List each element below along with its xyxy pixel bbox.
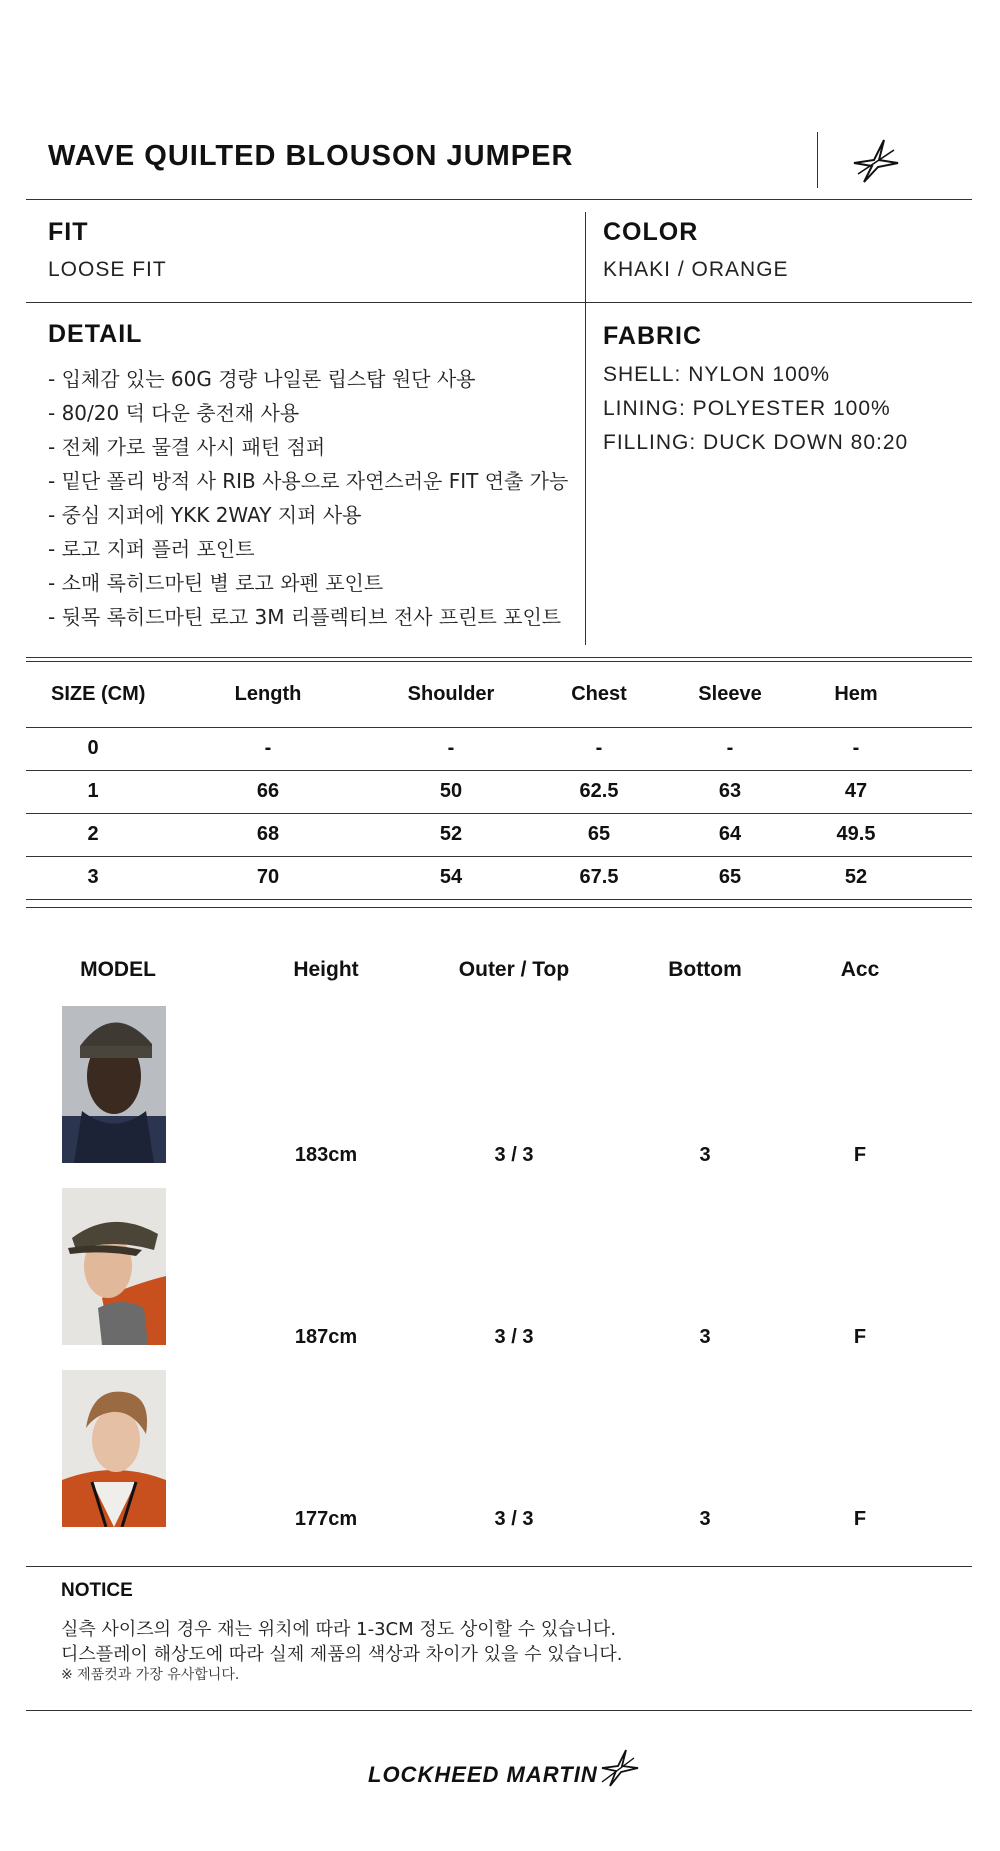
table-cell: 68 [160, 813, 376, 856]
header-divider [817, 132, 818, 188]
fit-value: LOOSE FIT [48, 258, 167, 281]
size-header: SIZE (CM) [26, 663, 160, 727]
detail-item: - 80/20 덕 다운 충전재 사용 [48, 401, 300, 425]
fabric-item: FILLING: DUCK DOWN 80:20 [603, 431, 909, 454]
table-cell: 2 [26, 813, 160, 856]
table-cell: 66 [160, 770, 376, 813]
size-table-bottom-rule [26, 907, 972, 908]
brand-star-icon [598, 1748, 640, 1790]
table-cell: 64 [672, 813, 788, 856]
table-cell: - [672, 727, 788, 770]
table-cell: - [376, 727, 526, 770]
detail-item: - 밑단 폴리 방적 사 RIB 사용으로 자연스러운 FIT 연출 가능 [48, 469, 569, 493]
product-title: WAVE QUILTED BLOUSON JUMPER [48, 140, 574, 172]
model-bottom: 3 [699, 1144, 711, 1166]
table-cell: 52 [376, 813, 526, 856]
length-header: Length [160, 663, 376, 727]
detail-list [48, 362, 568, 634]
model-photo-3 [62, 1370, 166, 1527]
table-cell: 65 [672, 856, 788, 899]
table-cell: 3 [26, 856, 160, 899]
detail-item: - 소매 록히드마틴 별 로고 와펜 포인트 [48, 571, 384, 595]
table-cell: 54 [376, 856, 526, 899]
table-cell: 70 [160, 856, 376, 899]
notice-footnote: ※ 제품컷과 가장 유사합니다. [61, 1667, 240, 1683]
height-header: Height [293, 958, 359, 981]
table-cell: 67.5 [526, 856, 672, 899]
chest-header: Chest [526, 663, 672, 727]
model-photo-1 [62, 1006, 166, 1163]
model-outer-top: 3 / 3 [494, 1326, 534, 1348]
fabric-item: SHELL: NYLON 100% [603, 363, 831, 386]
size-table [26, 663, 972, 900]
table-cell: 1 [26, 770, 160, 813]
table-cell: - [160, 727, 376, 770]
model-outer-top: 3 / 3 [494, 1508, 534, 1530]
model-height: 187cm [294, 1326, 358, 1348]
fit-color-divider [585, 212, 586, 302]
model-bottom: 3 [699, 1326, 711, 1348]
bottom-header: Bottom [668, 958, 742, 981]
model-outer-top: 3 / 3 [494, 1144, 534, 1166]
sleeve-header: Sleeve [672, 663, 788, 727]
shoulder-header: Shoulder [376, 663, 526, 727]
table-cell: 65 [526, 813, 672, 856]
detail-fabric-divider [585, 302, 586, 645]
model-bottom: 3 [699, 1508, 711, 1530]
table-cell: 52 [788, 856, 924, 899]
model-header: MODEL [80, 958, 156, 981]
table-cell: 47 [788, 770, 924, 813]
table-row [26, 770, 972, 813]
fit-label: FIT [48, 218, 89, 246]
size-table-header [26, 663, 972, 727]
notice-line: 디스플레이 해상도에 따라 실제 제품의 색상과 차이가 있을 수 있습니다. [61, 1644, 623, 1665]
table-cell: 0 [26, 727, 160, 770]
model-acc: F [853, 1326, 867, 1348]
notice-line: 실측 사이즈의 경우 재는 위치에 따라 1-3CM 정도 상이할 수 있습니다. [61, 1619, 617, 1640]
table-cell: 62.5 [526, 770, 672, 813]
fit-rule [26, 302, 972, 303]
detail-item: - 전체 가로 물결 사시 패턴 점퍼 [48, 435, 326, 459]
table-cell: - [788, 727, 924, 770]
notice-bottom-rule [26, 1710, 972, 1711]
table-row [26, 727, 972, 770]
color-value: KHAKI / ORANGE [603, 258, 789, 281]
model-height: 183cm [294, 1144, 358, 1166]
model-photo-2 [62, 1188, 166, 1345]
detail-label: DETAIL [48, 320, 143, 348]
color-label: COLOR [603, 218, 699, 246]
notice-title: NOTICE [61, 1580, 133, 1601]
hem-header: Hem [788, 663, 924, 727]
table-row [26, 813, 972, 856]
table-cell: 49.5 [788, 813, 924, 856]
star-logo-icon [850, 138, 902, 184]
title-rule [26, 199, 972, 200]
table-cell: 63 [672, 770, 788, 813]
fabric-list [603, 358, 908, 460]
fabric-label: FABRIC [603, 322, 703, 350]
outer-top-header: Outer / Top [458, 958, 570, 981]
detail-item: - 뒷목 록히드마틴 로고 3M 리플렉티브 전사 프린트 포인트 [48, 605, 562, 629]
model-acc: F [853, 1144, 867, 1166]
model-acc: F [853, 1508, 867, 1530]
detail-item: - 중심 지퍼에 YKK 2WAY 지퍼 사용 [48, 503, 362, 527]
table-row [26, 856, 972, 899]
brand-wordmark: LOCKHEED MARTIN [368, 1762, 598, 1787]
fabric-item: LINING: POLYESTER 100% [603, 397, 891, 420]
detail-item: - 로고 지퍼 플러 포인트 [48, 537, 255, 561]
size-table-top-rule [26, 657, 972, 658]
size-table-top-rule-2 [26, 661, 972, 662]
notice-top-rule [26, 1566, 972, 1567]
model-height: 177cm [294, 1508, 358, 1530]
acc-header: Acc [840, 958, 880, 981]
detail-item: - 입체감 있는 60G 경량 나일론 립스탑 원단 사용 [48, 367, 476, 391]
table-cell: 50 [376, 770, 526, 813]
table-cell: - [526, 727, 672, 770]
